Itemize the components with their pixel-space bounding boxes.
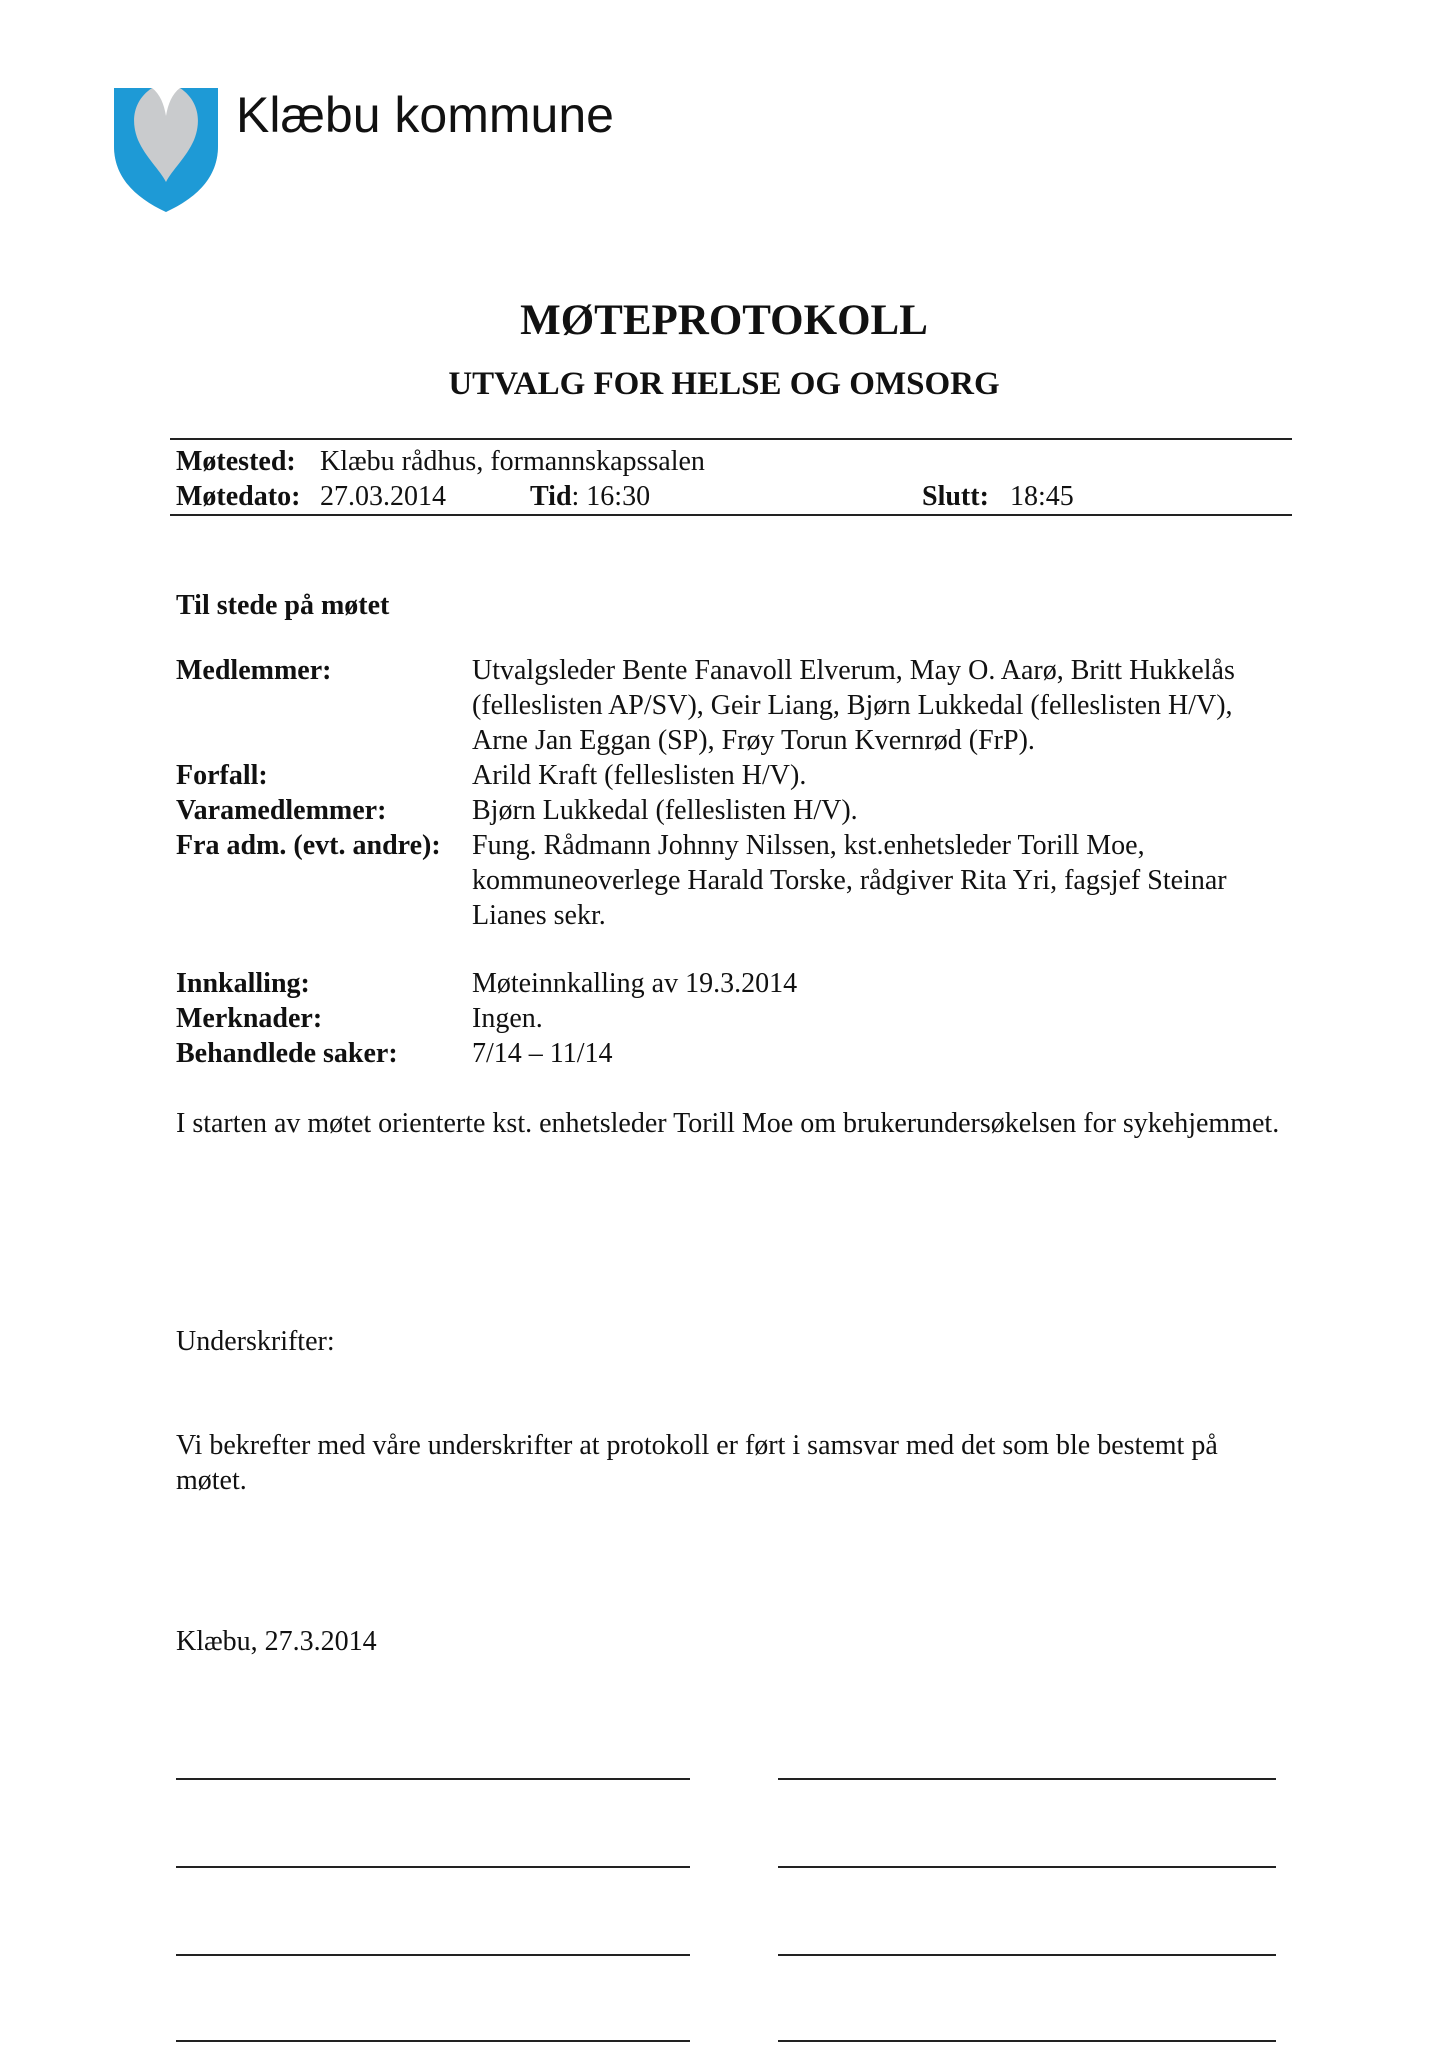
remarks-label: Merknader: bbox=[176, 1003, 323, 1034]
document-subtitle: UTVALG FOR HELSE OG OMSORG bbox=[448, 366, 1000, 402]
meeting-date-value: 27.03.2014 bbox=[320, 481, 446, 512]
signatures-heading: Underskrifter: bbox=[176, 1326, 335, 1357]
meeting-time-value: : 16:30 bbox=[571, 481, 651, 512]
signature-line bbox=[176, 1866, 690, 1868]
signature-line bbox=[176, 1954, 690, 1956]
meeting-place-value: Klæbu rådhus, formannskapssalen bbox=[320, 446, 705, 477]
admin-label: Fra adm. (evt. andre): bbox=[176, 830, 441, 861]
notice-value: Møteinnkalling av 19.3.2014 bbox=[472, 968, 798, 999]
meeting-date-label: Møtedato: bbox=[176, 481, 301, 512]
meeting-time-label: Tid bbox=[530, 481, 572, 512]
meeting-end-label: Slutt: bbox=[922, 481, 989, 512]
attendance-heading: Til stede på møtet bbox=[176, 590, 390, 621]
absent-label: Forfall: bbox=[176, 760, 268, 791]
signature-line bbox=[176, 2040, 690, 2042]
org-name: Klæbu kommune bbox=[236, 87, 614, 143]
meeting-end-value: 18:45 bbox=[1010, 481, 1074, 512]
cases-value: 7/14 – 11/14 bbox=[472, 1038, 613, 1069]
confirmation-paragraph: Vi bekrefter med våre underskrifter at protokoll er ført i samsvar med det som ble bestemt på møtet. bbox=[176, 1430, 1218, 1496]
meeting-date-row bbox=[176, 479, 1286, 514]
cases-label: Behandlede saker: bbox=[176, 1038, 398, 1069]
meta-bottom-rule bbox=[170, 514, 1292, 516]
notice-label: Innkalling: bbox=[176, 968, 310, 999]
signature-line bbox=[778, 1866, 1276, 1868]
klaebu-coat-of-arms-icon bbox=[112, 86, 220, 212]
document-title: MØTEPROTOKOLL bbox=[520, 297, 928, 344]
members-label: Medlemmer: bbox=[176, 655, 332, 686]
meta-top-rule bbox=[170, 438, 1292, 440]
substitutes-label: Varamedlemmer: bbox=[176, 795, 387, 826]
remarks-value: Ingen. bbox=[472, 1003, 543, 1034]
meeting-place-row bbox=[176, 444, 1286, 479]
place-date: Klæbu, 27.3.2014 bbox=[176, 1626, 377, 1657]
meeting-place-label: Møtested: bbox=[176, 446, 296, 477]
intro-paragraph: I starten av møtet orienterte kst. enhetsleder Torill Moe om brukerundersøkelsen for sykehjemmet. bbox=[176, 1108, 1280, 1139]
signature-line bbox=[778, 1778, 1276, 1780]
substitutes-value: Bjørn Lukkedal (felleslisten H/V). bbox=[472, 795, 858, 826]
admin-value: Fung. Rådmann Johnny Nilssen, kst.enhetsleder Torill Moe, kommuneoverlege Harald Torske, rådgiver Rita Yri, fagsjef Steinar Lianes sekr. bbox=[472, 830, 1227, 931]
absent-value: Arild Kraft (felleslisten H/V). bbox=[472, 760, 807, 791]
members-value: Utvalgsleder Bente Fanavoll Elverum, May O. Aarø, Britt Hukkelås (felleslisten AP/SV), Geir Liang, Bjørn Lukkedal (felleslisten H/V), Arne Jan Eggan (SP), Frøy Torun Kvernrød (FrP). bbox=[472, 655, 1235, 756]
signature-line bbox=[778, 1954, 1276, 1956]
meeting-time bbox=[530, 479, 650, 514]
coat-of-arms-shield-graphic bbox=[112, 86, 220, 212]
signature-line bbox=[778, 2040, 1276, 2042]
signature-line bbox=[176, 1778, 690, 1780]
meeting-info bbox=[176, 444, 1286, 514]
